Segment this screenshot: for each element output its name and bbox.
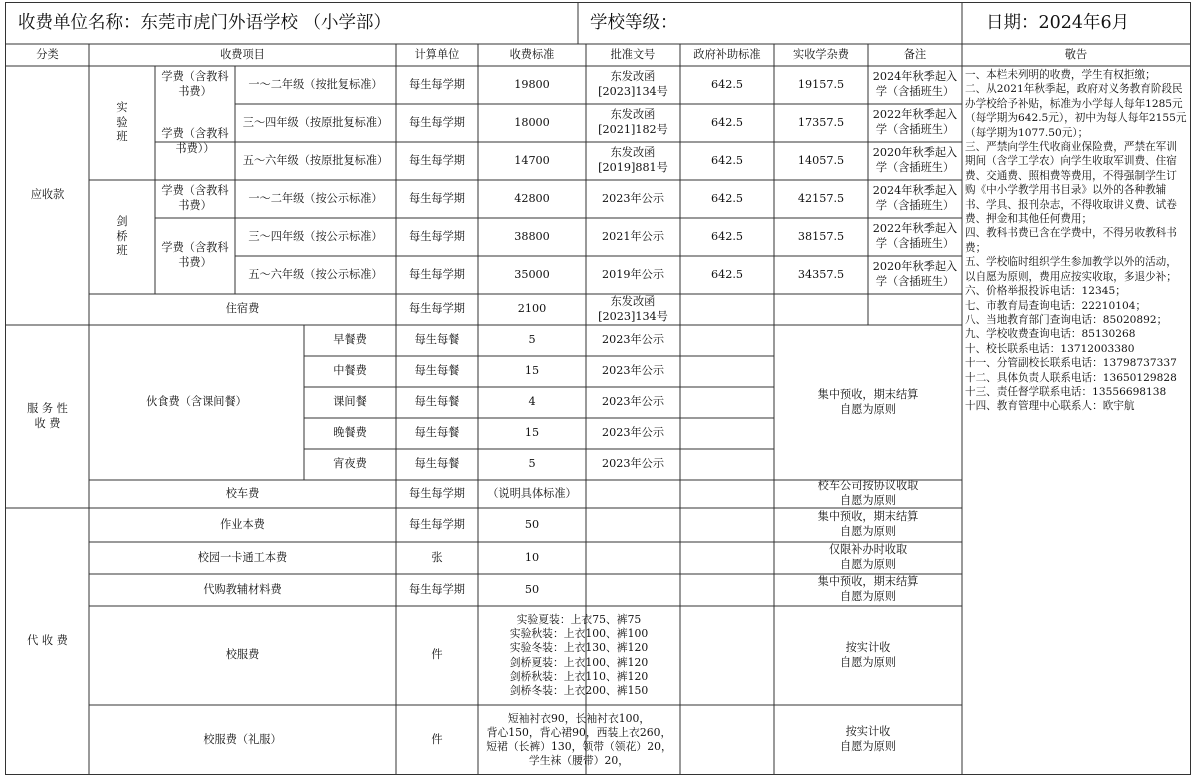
- meal-standard: 15: [524, 426, 540, 440]
- tuition-remark: 2020年秋季起入 学（含插班生）: [872, 260, 958, 288]
- agency-unit: 件: [431, 732, 443, 746]
- fee-label: 学费（含教科 书费）: [161, 241, 229, 269]
- meal-unit: 每生每餐: [414, 457, 460, 471]
- tuition-actual: 17357.5: [797, 115, 845, 129]
- tuition-unit: 每生每学期: [409, 191, 465, 205]
- col-standard: 收费标准: [509, 47, 555, 61]
- tuition-remark: 2024年秋季起入 学（含插班生）: [872, 70, 958, 98]
- tuition-unit: 每生每学期: [409, 153, 465, 167]
- boarding-item: 住宿费: [225, 302, 260, 316]
- notice-text: 一、本栏未列明的收费，学生有权拒缴； 二、从2021年秋季起，政府对义务教育阶段民办学校给予补贴，标准为小学每人每年1285元（每学期为642.5元），初中为每人每年2155元（每学期为1077.50元）； 三、严禁向学生代收商业保险费，严禁在军训期间（含学工学农）向学生收取军训费、住宿费、交通费、照相费等费用，不得强制学生订购《中小学教学用书目录》以外的各种教辅书、学具、报刊杂志，不得收取讲义费、试卷费、押金和其他任何费用； 四、教科书费已含在学费中，不得另收教科书费； 五、学校临时组织学生参加教学以外的活动，以自愿为原则，费用应按实收取，多退少补； 六、价格举报投诉电话：12345； 七、市教育局查询电话：22210104； 八、当地教育部门查询电话：85020892； 九、学校收费查询电话：85130268 十、校长联系电话：13712003380 十一、分管副校长联系电话：13798737337 十二、具体负责人联系电话：13650129828 十三、责任督学联系电话：13556698138 十四、教育管理中心联系人：欧宇航: [965, 69, 1187, 413]
- meals-note: 集中预收，期末结算 自愿为原则: [817, 387, 919, 416]
- meal-name: 课间餐: [333, 395, 367, 409]
- agency-item: 校园一卡通工本费: [197, 550, 288, 564]
- tuition-grade: 五～六年级（按原批复标准）: [242, 153, 389, 167]
- meal-name: 晚餐费: [333, 426, 367, 440]
- agency-standard: 50: [524, 517, 540, 531]
- fee-label: 学费（含教科 书费）: [161, 184, 229, 212]
- agency-item: 校服费（礼服）: [203, 732, 282, 746]
- meals-label: 伙食费（含课间餐）: [146, 395, 247, 409]
- tuition-standard: 18000: [514, 115, 550, 129]
- tuition-grade: 一～二年级（按批复标准）: [248, 77, 383, 91]
- agency-standard: 50: [524, 582, 540, 596]
- col-category: 分类: [36, 47, 59, 61]
- tuition-grade: 三～四年级（按公示标准）: [248, 229, 383, 243]
- tuition-actual: 42157.5: [797, 191, 845, 205]
- class-jianqiao: 剑 桥 班: [116, 214, 128, 258]
- boarding-unit: 每生每学期: [409, 302, 465, 316]
- agency-unit: 件: [431, 648, 443, 662]
- agency-item: 校服费: [225, 648, 260, 662]
- school-level: 学校等级：: [590, 12, 678, 33]
- agency-note: 按实计收 自愿为原则: [840, 725, 896, 753]
- meal-unit: 每生每餐: [414, 395, 460, 409]
- col-notice: 敬告: [1064, 47, 1088, 61]
- agency-note: 按实计收 自愿为原则: [840, 640, 896, 669]
- tuition-actual: 38157.5: [797, 229, 845, 243]
- uniform-standard: 实验夏装：上衣75、裤75 实验秋装：上衣100、裤100 实验冬装：上衣130、裤120 剑桥夏装：上衣100、裤120 剑桥秋装：上衣110、裤120 剑桥冬装：上衣200、裤150: [509, 613, 649, 697]
- tuition-unit: 每生每学期: [409, 267, 465, 281]
- tuition-grade: 一～二年级（按公示标准）: [248, 191, 383, 205]
- tuition-standard: 35000: [514, 267, 550, 281]
- bus-unit: 每生每学期: [409, 486, 465, 500]
- meal-approval: 2023年公示: [601, 457, 665, 471]
- boarding-standard: 2100: [517, 302, 547, 316]
- tuition-subsidy: 642.5: [710, 191, 744, 205]
- report-date: 日期：2024年6月: [986, 12, 1130, 33]
- agency-unit: 每生每学期: [409, 582, 465, 596]
- col-item: 收费项目: [220, 47, 265, 61]
- tuition-approval: 2019年公示: [601, 267, 665, 281]
- meal-approval: 2023年公示: [601, 426, 665, 440]
- col-unit: 计算单位: [414, 47, 460, 61]
- unit-name: 收费单位名称：东莞市虎门外语学校 （小学部）: [18, 12, 392, 33]
- meal-name: 早餐费: [333, 333, 367, 347]
- col-remark: 备注: [903, 47, 927, 61]
- meal-approval: 2023年公示: [601, 395, 665, 409]
- agency-unit: 每生每学期: [409, 517, 465, 531]
- tuition-standard: 38800: [514, 229, 550, 243]
- meal-standard: 4: [528, 395, 536, 409]
- agency-note: 集中预收，期末结算 自愿为原则: [817, 575, 919, 603]
- agency-item: 代购教辅材料费: [203, 582, 282, 596]
- tuition-approval: 东发改函 [2021]182号: [598, 108, 668, 136]
- agency-note: 集中预收，期末结算 自愿为原则: [817, 510, 919, 538]
- bus-item: 校车费: [225, 486, 260, 500]
- group-service: 服 务 性 收 费: [27, 401, 68, 430]
- agency-item: 作业本费: [220, 517, 265, 531]
- meal-unit: 每生每餐: [414, 426, 460, 440]
- meal-name: 中餐费: [333, 364, 367, 378]
- tuition-remark: 2024年秋季起入 学（含插班生）: [872, 184, 958, 212]
- tuition-remark: 2020年秋季起入 学（含插班生）: [872, 146, 958, 174]
- agency-note: 仅限补办时收取 自愿为原则: [828, 543, 908, 571]
- agency-standard: 10: [524, 550, 540, 564]
- bus-standard: （说明具体标准）: [487, 486, 577, 500]
- meal-unit: 每生每餐: [414, 364, 460, 378]
- tuition-approval: 2021年公示: [601, 229, 665, 243]
- group-receivable: 应收款: [30, 188, 65, 202]
- col-actual: 实收学杂费: [793, 47, 849, 61]
- meal-approval: 2023年公示: [601, 364, 665, 378]
- tuition-unit: 每生每学期: [409, 229, 465, 243]
- meal-unit: 每生每餐: [414, 333, 460, 347]
- fee-label: 学费（含教科 书费））: [161, 127, 229, 155]
- tuition-subsidy: 642.5: [710, 77, 744, 91]
- tuition-subsidy: 642.5: [710, 115, 744, 129]
- tuition-remark: 2022年秋季起入 学（含插班生）: [872, 222, 958, 250]
- meal-standard: 15: [524, 364, 540, 378]
- tuition-approval: 东发改函 [2023]134号: [598, 70, 668, 98]
- group-agency: 代 收 费: [27, 634, 68, 648]
- tuition-approval: 东发改函 [2019]881号: [598, 146, 668, 174]
- col-subsidy: 政府补助标准: [693, 47, 761, 61]
- meal-standard: 5: [528, 457, 536, 471]
- fee-label: 学费（含教科 书费）: [161, 70, 229, 98]
- col-approval: 批准文号: [610, 47, 656, 61]
- tuition-actual: 14057.5: [797, 153, 845, 167]
- tuition-standard: 19800: [514, 77, 550, 91]
- tuition-unit: 每生每学期: [409, 115, 465, 129]
- meal-standard: 5: [528, 333, 536, 347]
- bus-note: 校车公司按协议收取 自愿为原则: [817, 480, 919, 507]
- tuition-standard: 42800: [514, 191, 550, 205]
- boarding-approval: 东发改函 [2023]134号: [598, 294, 668, 323]
- class-shiyan: 实 验 班: [116, 100, 128, 144]
- meal-approval: 2023年公示: [601, 333, 665, 347]
- tuition-grade: 三～四年级（按原批复标准）: [242, 115, 389, 129]
- tuition-subsidy: 642.5: [710, 153, 744, 167]
- tuition-remark: 2022年秋季起入 学（含插班生）: [872, 108, 958, 136]
- tuition-unit: 每生每学期: [409, 77, 465, 91]
- tuition-standard: 14700: [514, 153, 550, 167]
- tuition-subsidy: 642.5: [710, 267, 744, 281]
- meal-name: 宵夜费: [333, 457, 367, 471]
- tuition-actual: 19157.5: [797, 77, 845, 91]
- agency-unit: 张: [431, 550, 443, 564]
- dress-uniform-standard: 短袖衬衣90，长袖衬衣100， 背心150，背心裙90，西装上衣260， 短裙（长裤）130，领带（领花）20， 学生袜（腰带）20，: [486, 711, 672, 768]
- tuition-grade: 五～六年级（按公示标准）: [248, 267, 383, 281]
- tuition-approval: 2023年公示: [601, 191, 665, 205]
- tuition-actual: 34357.5: [797, 267, 845, 281]
- tuition-subsidy: 642.5: [710, 229, 744, 243]
